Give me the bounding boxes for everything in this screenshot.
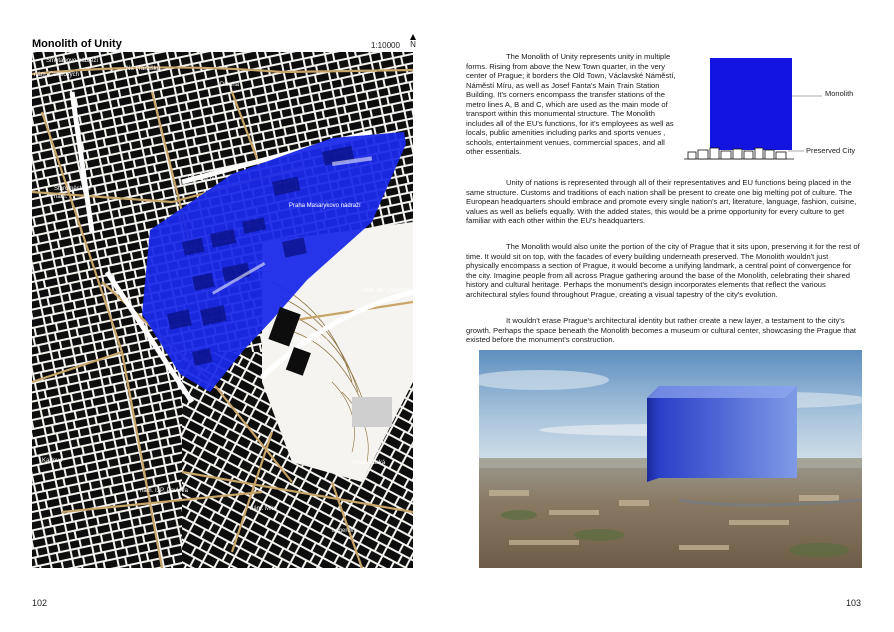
map-label: nám. [54,194,68,200]
map-label: nám. I. P. Pavlova [140,488,188,494]
map-label: Dlouhá [220,82,240,88]
map-label: nám. Míru [250,506,278,512]
map-label: Praha hlavní [294,338,328,344]
map-label: Staroměstské [54,186,91,192]
paragraph-identity: It wouldn't erase Prague's architectural identity but rather create a new layer, a testament to the city's growth. Perhaps the space beneath the Monolith becomes a museum or cultural center, showcasing the Prague that existed before the monument's construction. [466,316,857,344]
page-number-right: 103 [846,598,862,608]
cube-front [659,386,797,478]
map-label: nám. Curieových [34,72,80,78]
preserved-city-label: Preserved City [806,146,856,155]
monolith-block [710,58,792,150]
map-label: Legerova [332,528,358,534]
paragraph-preservation: The Monolith would also unite the portion of the city of Prague that it sits upon, preserving it for the rest of time. It would sit on top, with the facades of every building underneath preserved. The Monolith wouldn't just physically encompass a section of Prague, it would become a unifying landmark, a central point of convergence for the city. Imagine people from all across Prague gathering around the base of the Monolith, celebrating their shared history and cultural heritage. Perhaps the monument's design incorporates elements that reflect the various architectural styles found throughout Prague, creating a visual tapestry of the city's evolution. [466,242,860,299]
monolith-label: Monolith [825,89,854,98]
map-label: Karlovo [42,458,63,464]
paragraph-unity: Unity of nations is represented through all of their representatives and EU functions being placed in the same structure. Customs and traditions of each nation shall be present to create one big melting pot of culture. The European headquarters should embrace and promote every single nation's art, literature, language, fashion, cuisine, values as well as beliefs equally. With the added states, this would be a prime opportunity for every culture to get familiar with each other within the EU's headquarters. [466,178,857,225]
section-diagram [680,58,870,166]
map-label: Na Františku [126,66,161,72]
map-label: Vinohradská [352,460,386,466]
site-map [32,52,413,568]
cube-side [647,386,659,482]
map-scale: 1:10000 [371,41,400,50]
map-label: Revoluční [188,176,215,182]
page-number-left: 102 [32,598,48,608]
north-label: N [410,40,416,49]
map-label: Smetanovo nábřeží [46,58,99,64]
page-title: Monolith of Unity [32,38,122,50]
monolith-render-photo [479,350,862,568]
north-arrow-icon [408,34,418,48]
render-drawing [479,350,862,568]
map-drawing [32,52,413,568]
paragraph-intro: The Monolith of Unity represents unity in multiple forms. Rising from above the New Town quarter, in the very center of Prague; it borders the Old Town, Václavské Náměstí, Náměstí Míru, as well as Josef Fanta's Main Train Station Building. It's corners encompass the transfer stations of the metro lines A, B and C, which are used as the main mode of transport within this monumental structure. The Monolith includes all of the EU's functions, for it's employees as well as locals, public amenities including parks and sports venues , schools, entertainment venues, commercial spaces, and all other essentials. [466,52,676,156]
map-label: Praha Masarykovo nádraží [289,203,361,209]
map-label: nám. W. Churchilla [362,288,413,294]
